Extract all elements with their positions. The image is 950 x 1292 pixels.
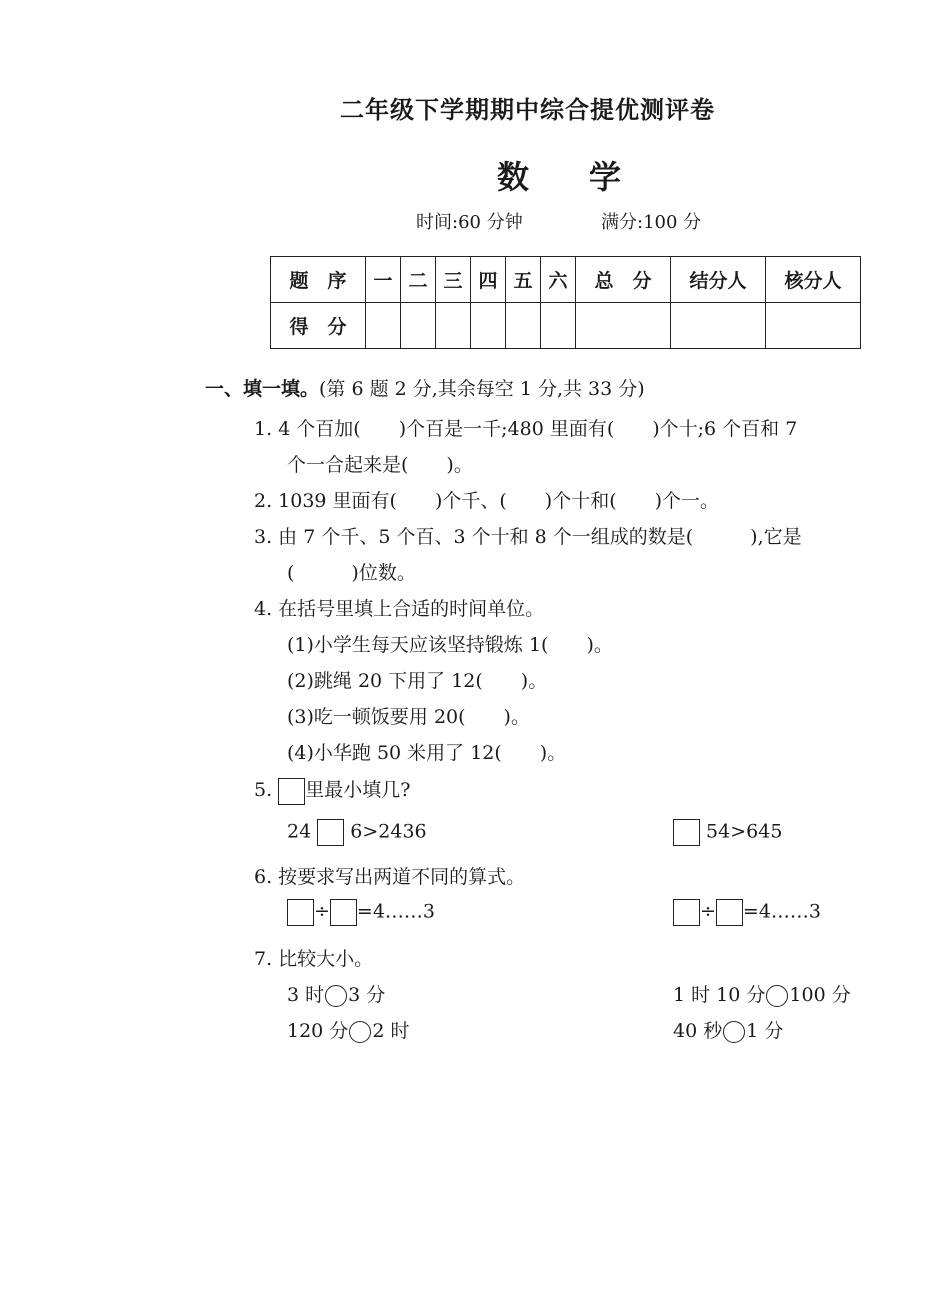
compare-circle[interactable] bbox=[723, 1021, 745, 1043]
q5-stem-row bbox=[254, 775, 410, 805]
q7-compare-2 bbox=[673, 980, 851, 1007]
divide-sign: ÷ bbox=[314, 900, 330, 923]
compare-circle[interactable] bbox=[766, 985, 788, 1007]
q4-stem: 4. 在括号里填上合适的时间单位。 bbox=[254, 598, 545, 620]
score-cell-4[interactable] bbox=[471, 303, 506, 349]
answer-box[interactable] bbox=[673, 899, 700, 926]
compare-left: 1 时 10 分 bbox=[673, 984, 766, 1006]
q5-a-prefix: 24 bbox=[287, 820, 312, 843]
score-table-header-row bbox=[271, 257, 861, 303]
header-cell-checker: 核分人 bbox=[766, 257, 861, 303]
q7-compare-4 bbox=[673, 1016, 783, 1043]
score-cell-1[interactable] bbox=[366, 303, 401, 349]
q5-expr-a bbox=[287, 819, 427, 846]
score-cell-scorer[interactable] bbox=[671, 303, 766, 349]
compare-right: 100 分 bbox=[789, 984, 851, 1006]
header-cell-1: 一 bbox=[366, 257, 401, 303]
score-cell-6[interactable] bbox=[541, 303, 576, 349]
q4-item-1: (1)小学生每天应该坚持锻炼 1( )。 bbox=[287, 634, 613, 656]
q4-item-4: (4)小华跑 50 米用了 12( )。 bbox=[287, 742, 567, 764]
score-cell-3[interactable] bbox=[436, 303, 471, 349]
header-cell-2: 二 bbox=[401, 257, 436, 303]
score-cell-5[interactable] bbox=[506, 303, 541, 349]
q6-stem: 6. 按要求写出两道不同的算式。 bbox=[254, 866, 526, 888]
score-cell-total[interactable] bbox=[576, 303, 671, 349]
q6-expr-a bbox=[287, 899, 435, 926]
answer-box[interactable] bbox=[673, 819, 700, 846]
q7-stem: 7. 比较大小。 bbox=[254, 948, 374, 970]
q6-result: =4……3 bbox=[356, 900, 436, 923]
compare-right: 1 分 bbox=[746, 1020, 784, 1042]
score-table-score-row bbox=[271, 303, 861, 349]
divide-sign: ÷ bbox=[700, 900, 716, 923]
compare-right: 3 分 bbox=[348, 984, 386, 1006]
header-cell-order: 题 序 bbox=[271, 257, 366, 303]
answer-box[interactable] bbox=[278, 778, 305, 805]
q3-line2: ( )位数。 bbox=[287, 562, 416, 584]
score-row-label: 得 分 bbox=[271, 303, 366, 349]
exam-time: 时间:60 分钟 bbox=[416, 212, 523, 233]
q3-line1: 3. 由 7 个千、5 个百、3 个十和 8 个一组成的数是( ),它是 bbox=[254, 526, 802, 548]
q7-compare-3 bbox=[287, 1016, 409, 1043]
section-1-title: 一、填一填。 bbox=[205, 378, 320, 400]
header-cell-4: 四 bbox=[471, 257, 506, 303]
score-cell-2[interactable] bbox=[401, 303, 436, 349]
header-cell-5: 五 bbox=[506, 257, 541, 303]
compare-left: 40 秒 bbox=[673, 1020, 723, 1042]
subject-title: 数学 bbox=[497, 158, 682, 196]
compare-left: 120 分 bbox=[287, 1020, 349, 1042]
answer-box[interactable] bbox=[716, 899, 743, 926]
compare-left: 3 时 bbox=[287, 984, 325, 1006]
q5-b-suffix: 54>645 bbox=[706, 820, 783, 843]
header-cell-total: 总 分 bbox=[576, 257, 671, 303]
score-table bbox=[270, 256, 861, 349]
q6-expr-b bbox=[673, 899, 821, 926]
q5-expr-b bbox=[673, 819, 782, 846]
q4-item-2: (2)跳绳 20 下用了 12( )。 bbox=[287, 670, 548, 692]
q7-compare-1 bbox=[287, 980, 385, 1007]
q5-number: 5. bbox=[254, 779, 273, 801]
header-cell-6: 六 bbox=[541, 257, 576, 303]
header-cell-scorer: 结分人 bbox=[671, 257, 766, 303]
header-cell-3: 三 bbox=[436, 257, 471, 303]
answer-box[interactable] bbox=[287, 899, 314, 926]
compare-circle[interactable] bbox=[325, 985, 347, 1007]
q6-result: =4……3 bbox=[742, 900, 822, 923]
full-score: 满分:100 分 bbox=[601, 212, 702, 233]
section-1-note: (第 6 题 2 分,其余每空 1 分,共 33 分) bbox=[319, 378, 645, 400]
answer-box[interactable] bbox=[330, 899, 357, 926]
q1-line1: 1. 4 个百加( )个百是一千;480 里面有( )个十;6 个百和 7 bbox=[254, 418, 798, 440]
q5-stem: 里最小填几? bbox=[305, 779, 411, 801]
q5-a-suffix: 6>2436 bbox=[350, 820, 427, 843]
compare-right: 2 时 bbox=[372, 1020, 410, 1042]
answer-box[interactable] bbox=[317, 819, 344, 846]
compare-circle[interactable] bbox=[349, 1021, 371, 1043]
section-1-heading bbox=[205, 374, 645, 401]
q2-text: 2. 1039 里面有( )个千、( )个十和( )个一。 bbox=[254, 490, 720, 512]
q4-item-3: (3)吃一顿饭要用 20( )。 bbox=[287, 706, 530, 728]
paper-title: 二年级下学期期中综合提优测评卷 bbox=[340, 96, 715, 124]
q1-line2: 个一合起来是( )。 bbox=[287, 454, 473, 476]
score-cell-checker[interactable] bbox=[766, 303, 861, 349]
